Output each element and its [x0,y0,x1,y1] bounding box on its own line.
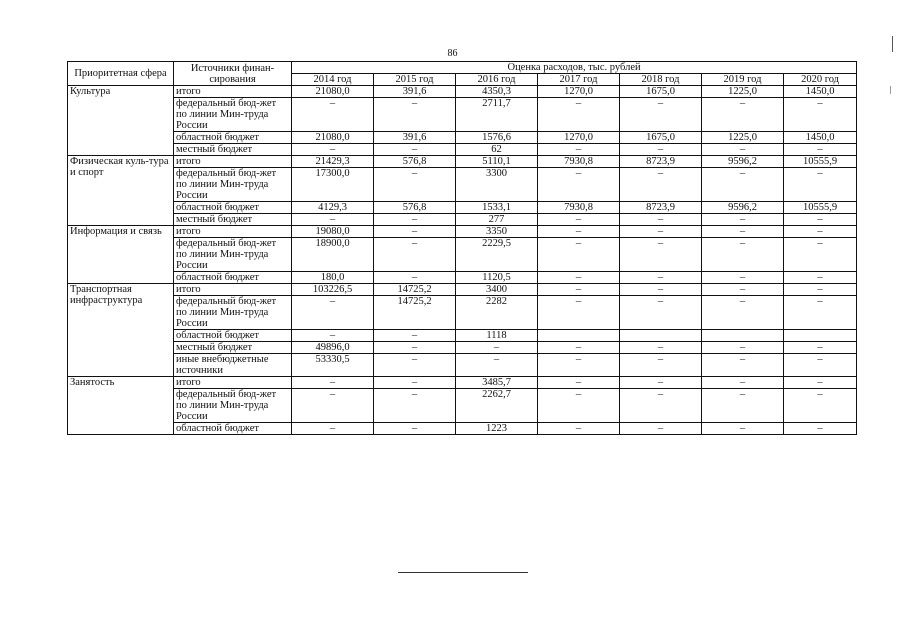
value-cell: – [620,354,702,377]
sphere-cell: Транспортная инфраструктура [68,284,174,377]
value-cell: – [784,226,857,238]
value-cell: – [784,272,857,284]
value-cell: – [784,214,857,226]
value-cell: – [538,377,620,389]
value-cell: 1120,5 [456,272,538,284]
value-cell: 4350,3 [456,86,538,98]
value-cell: – [620,423,702,435]
value-cell: – [538,272,620,284]
value-cell: – [538,226,620,238]
value-cell: – [702,144,784,156]
value-cell: – [702,226,784,238]
value-cell: – [620,238,702,272]
table-row [68,377,857,389]
source-cell: областной бюджет [174,202,292,214]
value-cell: 1225,0 [702,132,784,144]
value-cell [702,330,784,342]
value-cell: 3350 [456,226,538,238]
value-cell: – [374,238,456,272]
source-cell: итого [174,86,292,98]
source-cell: местный бюджет [174,214,292,226]
value-cell: 3300 [456,168,538,202]
value-cell: 10555,9 [784,156,857,168]
value-cell: – [374,226,456,238]
source-cell: федеральный бюд-жет по линии Мин-труда России [174,168,292,202]
value-cell: 14725,2 [374,296,456,330]
value-cell: – [374,423,456,435]
value-cell: – [702,377,784,389]
value-cell: – [620,144,702,156]
table-row [68,284,857,296]
value-cell: – [620,296,702,330]
value-cell: – [702,272,784,284]
header-year: 2016 год [456,74,538,86]
value-cell: 49896,0 [292,342,374,354]
value-cell: – [620,98,702,132]
value-cell: 277 [456,214,538,226]
source-cell: областной бюджет [174,272,292,284]
value-cell: 103226,5 [292,284,374,296]
value-cell: 1270,0 [538,132,620,144]
value-cell: – [538,354,620,377]
value-cell: – [292,377,374,389]
value-cell: – [538,423,620,435]
value-cell: – [620,377,702,389]
value-cell: – [374,377,456,389]
header-year: 2020 год [784,74,857,86]
value-cell: – [374,272,456,284]
value-cell: – [538,389,620,423]
table-row [68,423,857,435]
value-cell: 180,0 [292,272,374,284]
value-cell: – [784,238,857,272]
table-row [68,214,857,226]
source-cell: итого [174,156,292,168]
value-cell: 1576,6 [456,132,538,144]
value-cell: – [374,214,456,226]
budget-table [67,61,857,435]
value-cell: 1675,0 [620,86,702,98]
table-row [68,354,857,377]
value-cell: 1118 [456,330,538,342]
value-cell: – [702,238,784,272]
sphere-cell: Занятость [68,377,174,435]
value-cell: – [784,389,857,423]
source-cell: федеральный бюд-жет по линии Мин-труда России [174,296,292,330]
value-cell: 2711,7 [456,98,538,132]
value-cell: – [538,284,620,296]
table-row [68,330,857,342]
value-cell: – [784,284,857,296]
value-cell: – [620,342,702,354]
value-cell: – [784,354,857,377]
value-cell: – [702,423,784,435]
table-row [68,144,857,156]
source-cell: областной бюджет [174,132,292,144]
source-cell: федеральный бюд-жет по линии Мин-труда России [174,238,292,272]
value-cell: 2282 [456,296,538,330]
value-cell: 14725,2 [374,284,456,296]
header-source: Источники финан-сирования [174,62,292,86]
value-cell: 5110,1 [456,156,538,168]
source-cell: итого [174,377,292,389]
source-cell: федеральный бюд-жет по линии Мин-труда России [174,98,292,132]
header-year: 2018 год [620,74,702,86]
value-cell: – [784,423,857,435]
value-cell: – [620,272,702,284]
value-cell: – [456,354,538,377]
value-cell: 8723,9 [620,156,702,168]
table-row [68,272,857,284]
value-cell: – [292,389,374,423]
value-cell: – [538,342,620,354]
header-year: 2015 год [374,74,456,86]
page-number: 86 [447,48,458,59]
sphere-cell: Физическая куль-тура и спорт [68,156,174,226]
value-cell: – [702,98,784,132]
value-cell: – [538,214,620,226]
value-cell: – [620,284,702,296]
value-cell: 62 [456,144,538,156]
value-cell: – [702,214,784,226]
value-cell: – [702,296,784,330]
value-cell: – [374,342,456,354]
value-cell: 3400 [456,284,538,296]
value-cell: – [374,98,456,132]
value-cell: – [702,389,784,423]
value-cell: 19080,0 [292,226,374,238]
value-cell: – [292,330,374,342]
value-cell: – [292,214,374,226]
value-cell: 391,6 [374,86,456,98]
value-cell [784,330,857,342]
table-row [68,86,857,98]
value-cell: – [620,168,702,202]
value-cell: 1450,0 [784,132,857,144]
margin-mark [890,86,891,94]
value-cell: – [538,168,620,202]
value-cell: 1270,0 [538,86,620,98]
value-cell: – [784,342,857,354]
value-cell: 1223 [456,423,538,435]
source-cell: федеральный бюд-жет по линии Мин-труда России [174,389,292,423]
header-year: 2019 год [702,74,784,86]
table-row [68,296,857,330]
value-cell: – [538,296,620,330]
value-cell: – [620,214,702,226]
value-cell: – [292,423,374,435]
source-cell: иные внебюджетные источники [174,354,292,377]
value-cell: 17300,0 [292,168,374,202]
value-cell: 10555,9 [784,202,857,214]
source-cell: областной бюджет [174,423,292,435]
value-cell: 1675,0 [620,132,702,144]
value-cell: 576,8 [374,202,456,214]
value-cell: – [538,98,620,132]
table-row [68,342,857,354]
value-cell: – [292,144,374,156]
header-row [68,62,857,74]
value-cell: – [538,144,620,156]
value-cell: 2262,7 [456,389,538,423]
table-row [68,226,857,238]
value-cell: 21429,3 [292,156,374,168]
value-cell: – [620,226,702,238]
value-cell: – [784,144,857,156]
value-cell: – [374,354,456,377]
source-cell: местный бюджет [174,342,292,354]
source-cell: итого [174,284,292,296]
header-sphere: Приоритетная сфера [68,62,174,86]
value-cell: – [374,330,456,342]
sphere-cell: Культура [68,86,174,156]
value-cell: 1533,1 [456,202,538,214]
value-cell: 9596,2 [702,202,784,214]
value-cell: – [456,342,538,354]
header-year: 2014 год [292,74,374,86]
source-cell: местный бюджет [174,144,292,156]
table-row [68,98,857,132]
value-cell: – [702,354,784,377]
value-cell: 18900,0 [292,238,374,272]
value-cell: – [374,168,456,202]
value-cell: – [702,342,784,354]
value-cell: 7930,8 [538,202,620,214]
value-cell: 9596,2 [702,156,784,168]
source-cell: областной бюджет [174,330,292,342]
table-row [68,156,857,168]
value-cell: 8723,9 [620,202,702,214]
value-cell: 4129,3 [292,202,374,214]
source-cell: итого [174,226,292,238]
value-cell: – [620,389,702,423]
value-cell: – [784,98,857,132]
value-cell: – [538,238,620,272]
value-cell: 7930,8 [538,156,620,168]
value-cell: 21080,0 [292,132,374,144]
value-cell: 21080,0 [292,86,374,98]
value-cell: – [784,168,857,202]
table-row [68,168,857,202]
value-cell: 1225,0 [702,86,784,98]
value-cell: – [374,389,456,423]
table-body [68,86,857,435]
value-cell: – [374,144,456,156]
header-year: 2017 год [538,74,620,86]
value-cell: – [702,168,784,202]
value-cell: – [702,284,784,296]
value-cell: 3485,7 [456,377,538,389]
value-cell: 1450,0 [784,86,857,98]
value-cell: 576,8 [374,156,456,168]
value-cell: – [292,98,374,132]
sphere-cell: Информация и связь [68,226,174,284]
value-cell: – [292,296,374,330]
value-cell: 391,6 [374,132,456,144]
table-row [68,238,857,272]
value-cell: – [784,377,857,389]
table-row [68,132,857,144]
value-cell: 2229,5 [456,238,538,272]
header-estimate: Оценка расходов, тыс. рублей [292,62,857,74]
table-row [68,389,857,423]
value-cell: 53330,5 [292,354,374,377]
table-row [68,202,857,214]
bottom-rule [398,572,528,573]
value-cell: – [784,296,857,330]
value-cell [620,330,702,342]
value-cell [538,330,620,342]
